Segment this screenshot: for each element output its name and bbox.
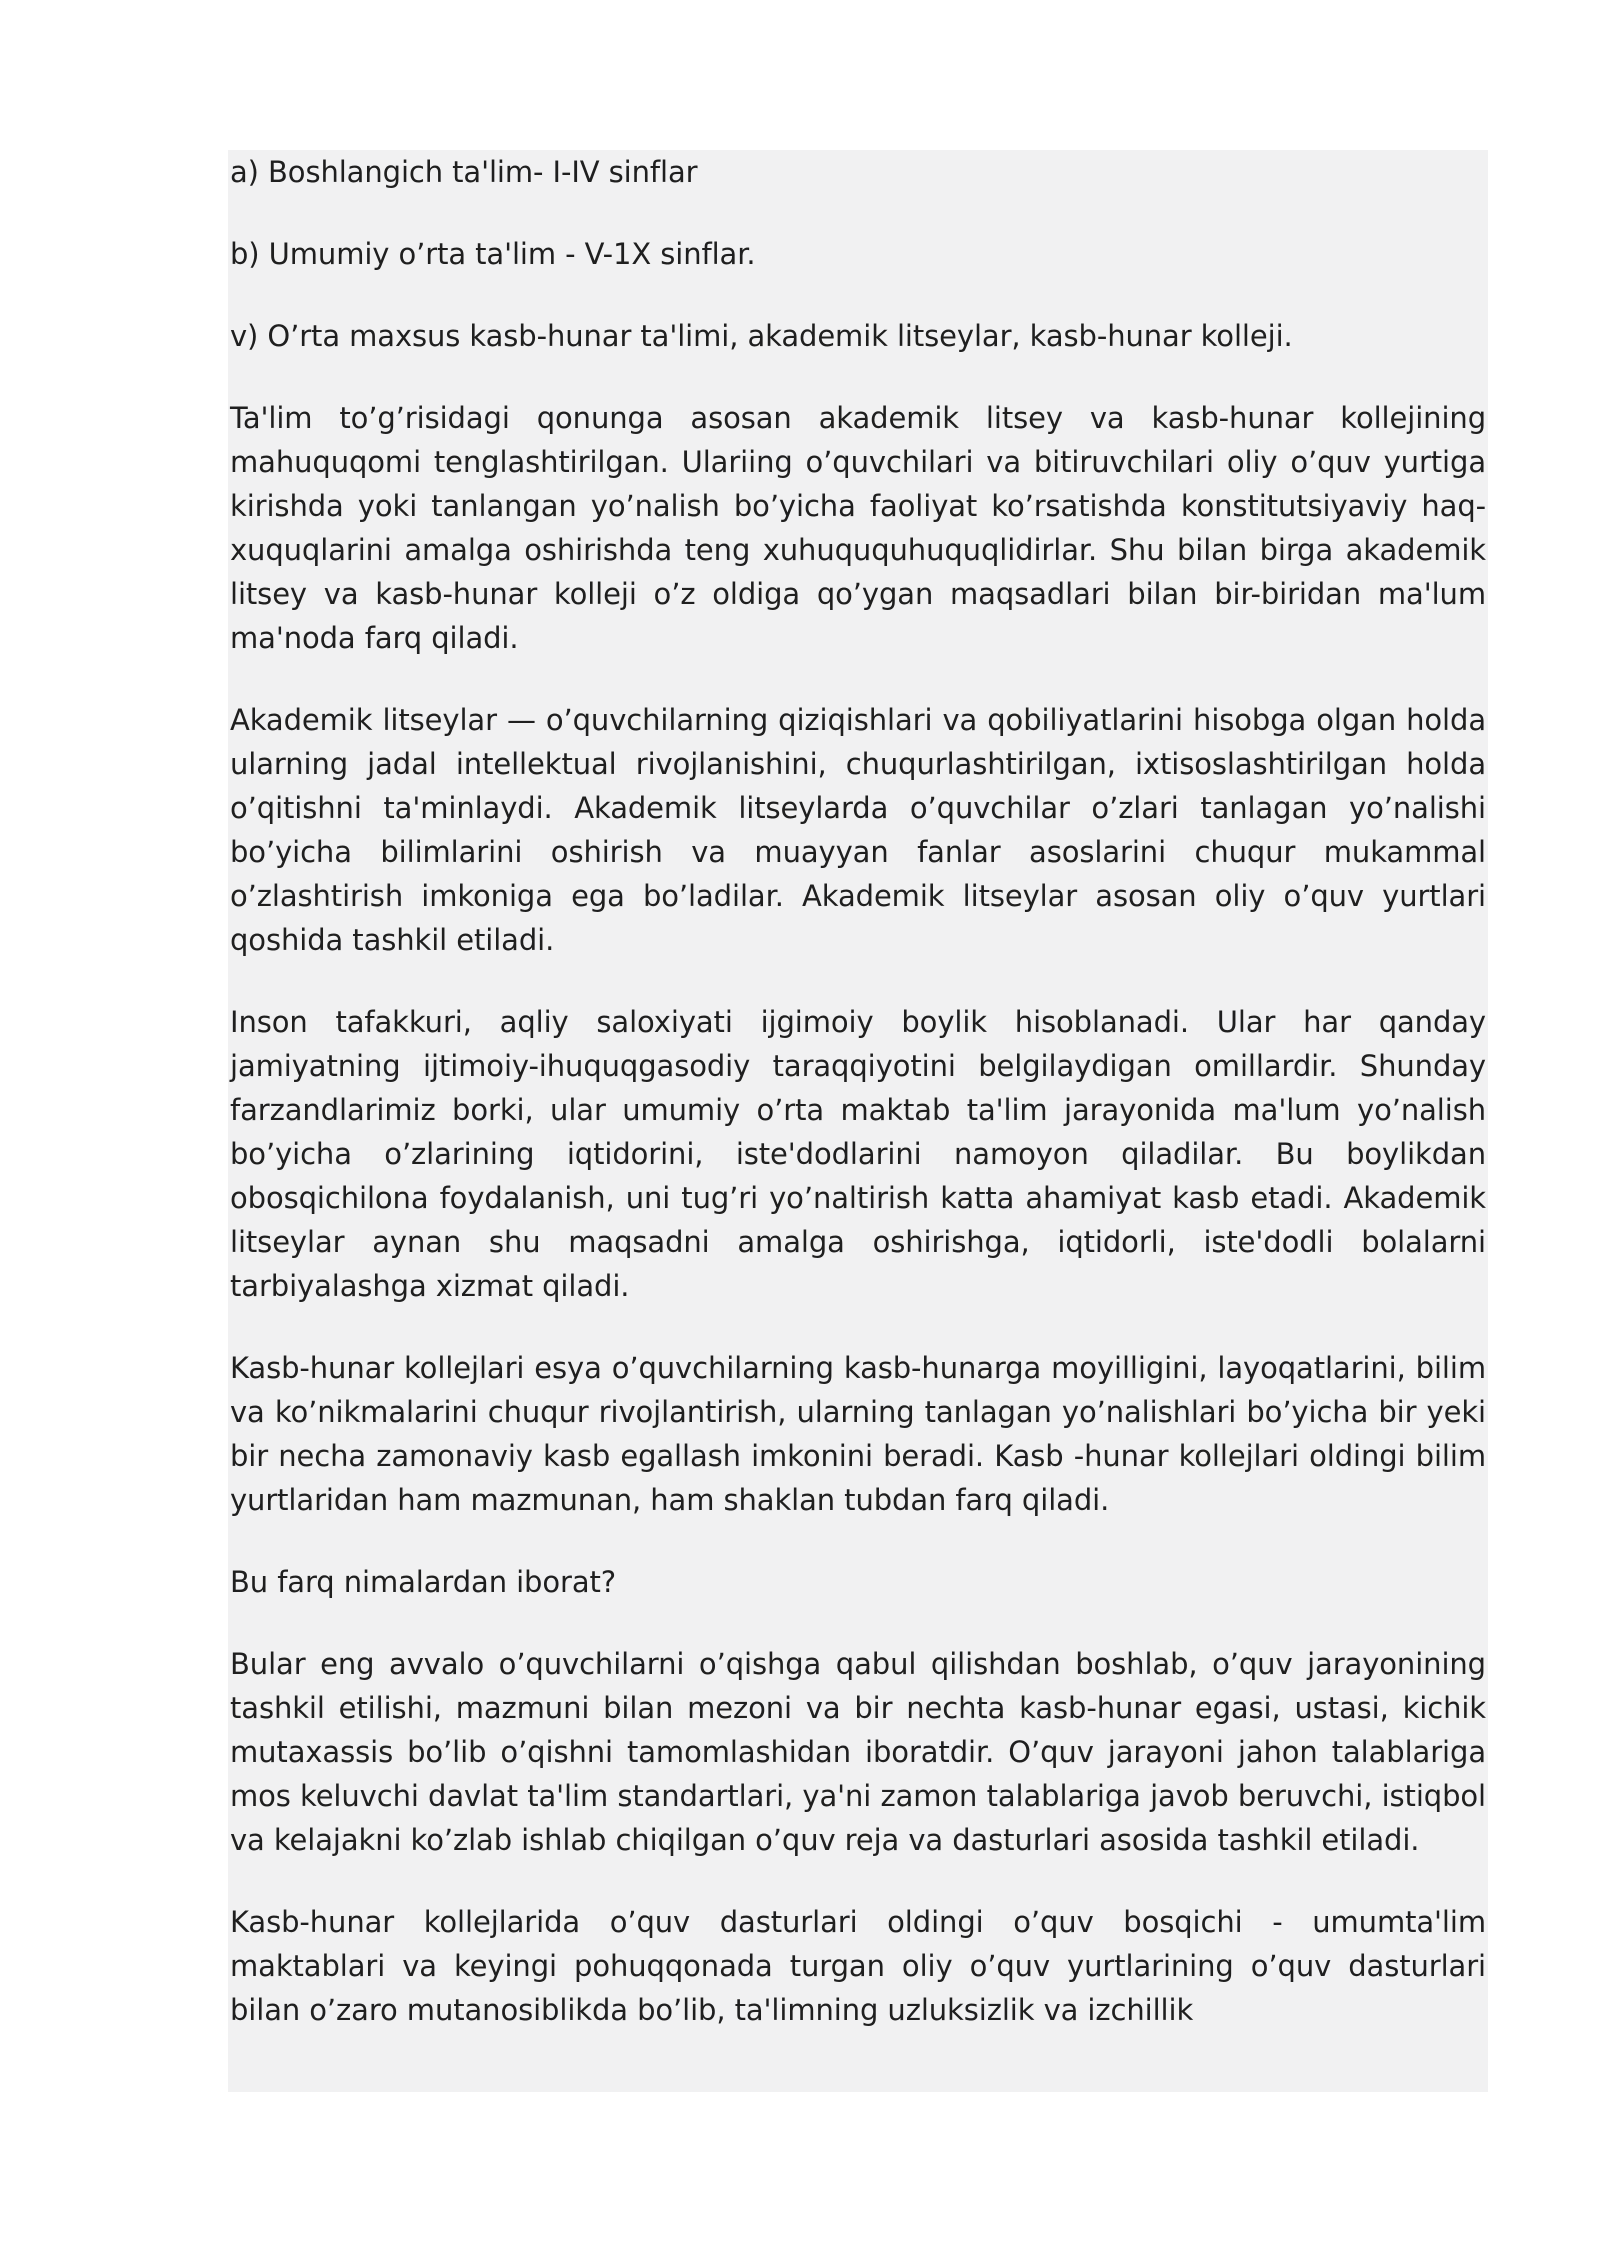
list-item-primary-education: a) Boshlangich ta'lim- I-IV sinflar xyxy=(230,155,698,189)
paragraph-curricula: Kasb-hunar kollejlarida o’quv dasturlari oldingi o’quv bosqichi - umumta'lim maktablari va keyingi pohuqqonada turgan oliy o’quv yurtlarining o’quv dasturlari bilan o’zaro mutanosiblikda bo’lib, ta'limning uzluksizlik va izchillik xyxy=(230,1905,1486,2027)
paragraph-differences: Bular eng avvalo o’quvchilarni o’qishga qabul qilishdan boshlab, o’quv jarayonining tashkil etilishi, mazmuni bilan mezoni va bir nechta kasb-hunar egasi, ustasi, kichik mutaxassis bo’lib o’qishni tamomlashidan iboratdir. O’quv jarayoni jahon talablariga mos keluvchi davlat ta'lim standartlari, ya'ni zamon talablariga javob beruvchi, istiqbol va kelajakni ko’zlab ishlab chiqilgan o’quv reja va dasturlari asosida tashkil etiladi. xyxy=(230,1647,1486,1857)
list-item-general-secondary: b) Umumiy o’rta ta'lim - V-1X sinflar. xyxy=(230,237,756,271)
paragraph-law: Ta'lim to’g’risidagi qonunga asosan akademik litsey va kasb-hunar kollejining mahuquqomi tenglashtirilgan. Ulariing o’quvchilari va bitiruvchilari oliy o’quv yurtiga kirishda yoki tanlangan yo’nalish bo’yicha faoliyat ko’rsatishda konstitutsiyaviy haq-xuquqlarini amalga oshirishda teng xuhuququhuquqlidirlar. Shu bilan birga akademik litsey va kasb-hunar kolleji o’z oldiga qo’ygan maqsadlari bilan bir-biridan ma'lum ma'noda farq qiladi. xyxy=(230,401,1486,655)
paragraph-human-intellect: Inson tafakkuri, aqliy saloxiyati ijgimoiy boylik hisoblanadi. Ular har qanday jamiyatning ijtimoiy-ihuquqgasodiy taraqqiyotini belgilaydigan omillardir. Shunday farzandlarimiz borki, ular umumiy o’rta maktab ta'lim jarayonida ma'lum yo’nalish bo’yicha o’zlarining iqtidorini, iste'dodlarini namoyon qiladilar. Bu boylikdan obosqichilona foydalanish, uni tug’ri yo’naltirish katta ahamiyat kasb etadi. Akademik litseylar aynan shu maqsadni amalga oshirishga, iqtidorli, iste'dodli bolalarni tarbiyalashga xizmat qiladi. xyxy=(230,1005,1486,1303)
paragraph-vocational-colleges: Kasb-hunar kollejlari esya o’quvchilarning kasb-hunarga moyilligini, layoqatlarini, bilim va ko’nikmalarini chuqur rivojlantirish, ularning tanlagan yo’nalishlari bo’yicha bir yeki bir necha zamonaviy kasb egallash imkonini beradi. Kasb -hunar kollejlari oldingi bilim yurtlaridan ham mazmunan, ham shaklan tubdan farq qiladi. xyxy=(230,1351,1486,1517)
document-body xyxy=(230,150,1486,2070)
paragraph-question: Bu farq nimalardan iborat? xyxy=(230,1565,617,1599)
paragraph-academic-lyceums: Akademik litseylar — o’quvchilarning qiziqishlari va qobiliyatlarini hisobga olgan holda ularning jadal intellektual rivojlanishini, chuqurlashtirilgan, ixtisoslashtirilgan holda o’qitishni ta'minlaydi. Akademik litseylarda o’quvchilar o’zlari tanlagan yo’nalishi bo’yicha bilimlarini oshirish va muayyan fanlar asoslarini chuqur mukammal o’zlashtirish imkoniga ega bo’ladilar. Akademik litseylar asosan oliy o’quv yurtlari qoshida tashkil etiladi. xyxy=(230,703,1486,957)
list-item-vocational: v) O’rta maxsus kasb-hunar ta'limi, akademik litseylar, kasb-hunar kolleji. xyxy=(230,319,1293,353)
